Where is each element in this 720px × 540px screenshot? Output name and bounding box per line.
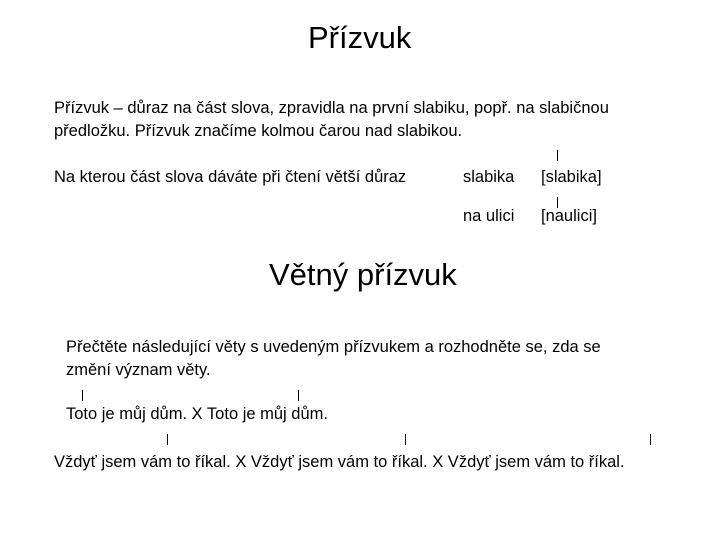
example-sentence-1: Toto je můj dům. X Toto je můj dům. [66, 405, 328, 423]
example-transcription-na-ulici: [naulici] [541, 207, 597, 225]
example-word-slabika: slabika [463, 168, 515, 186]
instruction-line-2: změní význam věty. [66, 361, 211, 379]
instruction-line-1: Přečtěte následující věty s uvedeným přízvukem a rozhodněte se, zda se [66, 338, 601, 356]
stress-mark [650, 434, 651, 445]
stress-mark [82, 390, 83, 401]
definition-line-1: Přízvuk – důraz na část slova, zpravidla na první slabiku, popř. na slabičnou [54, 99, 609, 117]
definition-line-2: předložku. Přízvuk značíme kolmou čarou nad slabikou. [54, 122, 463, 140]
example-sentence-2: Vždyť jsem vám to říkal. X Vždyť jsem vám to říkal. X Vždyť jsem vám to říkal. [54, 453, 625, 471]
stress-mark [557, 150, 558, 161]
example-word-na-ulici: na ulici [463, 207, 515, 225]
section-title: Větný přízvuk [269, 257, 457, 292]
stress-mark [405, 434, 406, 445]
page-title: Přízvuk [308, 20, 412, 55]
stress-mark [298, 390, 299, 401]
example-transcription-slabika: [slabika] [541, 168, 602, 186]
stress-mark [167, 434, 168, 445]
question-text: Na kterou část slova dáváte při čtení větší důraz [54, 168, 407, 186]
